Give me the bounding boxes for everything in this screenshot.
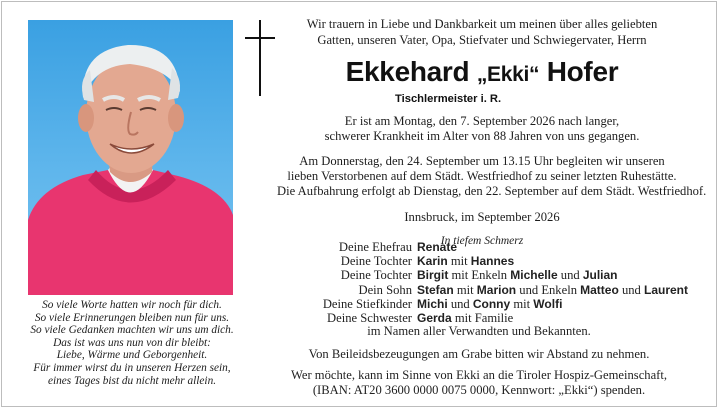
donation-line: Wer möchte, kann im Sinne von Ekki an die Tiroler Hospiz-Gemeinschaft, [290, 368, 668, 382]
family-connector: mit [447, 254, 471, 269]
family-names [417, 268, 618, 282]
family-member-name: Hannes [470, 254, 515, 269]
family-names [417, 283, 688, 297]
family-names [417, 297, 562, 311]
intro-text [277, 17, 687, 48]
cross-icon [245, 20, 275, 96]
poem-line: Liebe, Wärme und Geborgenheit. [56, 349, 208, 362]
poem-line: eines Tages bist du nicht mehr allein. [47, 374, 217, 387]
family-row [287, 268, 707, 282]
family-member-name: Julian [582, 268, 618, 283]
family-names [417, 240, 457, 254]
family-connector: mit [453, 282, 477, 297]
family-member-name: Karin [417, 254, 448, 269]
last-name: Hofer [546, 56, 619, 87]
family-connector: und [618, 282, 644, 297]
poem [14, 299, 250, 387]
poem-line: Das ist was uns nun von dir bleibt: [53, 336, 211, 349]
notice-main [277, 17, 707, 247]
family-row [287, 283, 707, 297]
family-row [287, 254, 707, 268]
portrait-photo [28, 20, 233, 295]
family-member-name: Marion [476, 282, 517, 297]
family-member-name: Gerda [417, 311, 452, 326]
family-member-name: Laurent [644, 282, 689, 297]
family-member-name: Matteo [580, 282, 619, 297]
family-relation: Deine Schwester [327, 311, 412, 326]
family-member-name: Michi [417, 296, 448, 311]
portrait-illustration [28, 20, 233, 295]
obituary-notice [1, 1, 717, 407]
funeral-line: Am Donnerstag, den 24. September um 13.15 Uhr begleiten wir unseren [299, 154, 665, 168]
family-names [417, 254, 514, 268]
family-member-name: Birgit [417, 268, 449, 283]
family-connector: mit [510, 296, 534, 311]
family-row [287, 240, 707, 254]
family-relation: Dein Sohn [358, 282, 412, 297]
family-connector: mit Enkeln [448, 268, 511, 283]
family-relation: Deine Ehefrau [338, 240, 412, 254]
death-text [277, 114, 687, 144]
intro-line: Wir trauern in Liebe und Dankbarkeit um meinen über alles geliebten [306, 17, 658, 31]
nickname: „Ekki“ [476, 63, 540, 86]
family-connector: und [557, 268, 583, 283]
intro-line: Gatten, unseren Vater, Opa, Stiefvater und Schwiegervater, Herrn [317, 32, 647, 47]
family-member-name: Renate [417, 240, 458, 254]
funeral-text [277, 154, 707, 199]
family-member-name: Conny [472, 296, 511, 311]
condolence-note: Von Beileidsbezeugungen am Grabe bitten wir Abstand zu nehmen. [308, 347, 650, 361]
profession: Tischlermeister i. R. [395, 93, 502, 105]
poem-line: So viele Worte hatten wir noch für dich. [42, 299, 222, 311]
first-name: Ekkehard [345, 56, 470, 87]
sorrow-line: In tiefem Schmerz [440, 235, 524, 247]
deceased-name [277, 56, 687, 91]
lying-in-state: Die Aufbahrung erfolgt ab Dienstag, den 22. September auf dem Städt. Westfriedhof. [277, 184, 707, 198]
donation-line: (IBAN: AT20 3600 0000 0075 0000, Kennwort: „Ekki“) spenden. [312, 383, 646, 397]
relatives-line: im Namen aller Verwandten und Bekannten. [367, 324, 591, 338]
family-connector: mit Familie [451, 311, 514, 326]
funeral-line: lieben Verstorbenen auf dem Städt. Westfriedhof zu seiner letzten Ruhestätte. [287, 169, 677, 183]
family-connector: und [447, 296, 473, 311]
family-list [287, 240, 707, 325]
family-row [287, 297, 707, 311]
donation-note [274, 368, 684, 398]
death-line: schwerer Krankheit im Alter von 88 Jahren von uns gegangen. [324, 129, 640, 143]
family-member-name: Stefan [417, 282, 454, 297]
place-date: Innsbruck, im September 2026 [404, 210, 560, 224]
poem-line: So viele Erinnerungen bleiben nun für uns. [34, 311, 230, 324]
family-relation: Deine Tochter [340, 254, 412, 269]
family-member-name: Wolfi [533, 296, 563, 311]
family-relation: Deine Tochter [340, 268, 412, 283]
family-relation: Deine Stiefkinder [322, 296, 412, 311]
family-connector: und Enkeln [516, 282, 581, 297]
poem-line: So viele Gedanken machten wir uns um dich. [30, 324, 234, 337]
death-line: Er ist am Montag, den 7. September 2026 nach langer, [344, 114, 620, 128]
poem-line: Für immer wirst du in unseren Herzen sein, [33, 361, 231, 374]
family-member-name: Michelle [510, 268, 558, 283]
